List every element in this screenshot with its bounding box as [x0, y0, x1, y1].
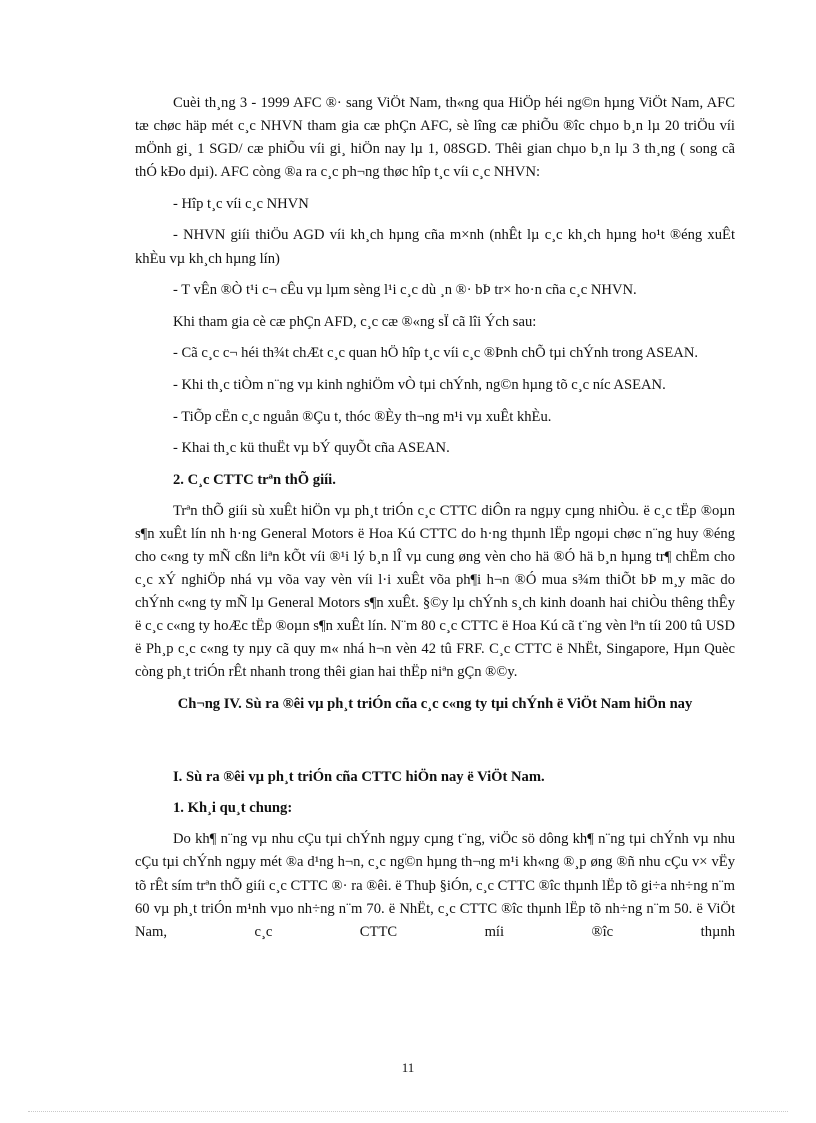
list-item-know-how: - Khai th¸c kü thuËt vµ bÝ quyÕt cña ASEAN. — [173, 440, 450, 457]
list-item-cooperation: - Hîp t¸c víi c¸c NHVN — [173, 195, 309, 212]
paragraph-afc-intro: Cuèi th¸ng 3 - 1999 AFC ®· sang ViÖt Nam, th«ng qua HiÖp héi ng©n hµng ViÖt Nam, AFC tæ chøc häp mét c¸c NHVN tham gia cæ phÇn AFC, sè lîng cæ phiÕu ®îc chµo b¸n lµ 20 triÖu víi mÖnh gi¸ 1 SGD/ cæ phiÕu víi gi¸ hiÖn nay lµ 1, 08SGD. Thêi gian chµo b¸n lµ 3 th¸ng ( song cã thÓ kÐo dµi). AFC còng ®a ra c¸c ph¬ng thøc hîp t¸c víi c¸c NHVN: — [135, 95, 735, 181]
list-item-access-capital: - TiÕp cËn c¸c nguån ®Çu t, thóc ®Èy th¬ng m¹i vµ xuÊt khÈu. — [173, 408, 552, 425]
chapter-heading: Ch¬ng IV. Sù ra ®êi vµ ph¸t triÓn cña c¸c c«ng ty tµi chÝnh ë ViÖt Nam hiÖn nay — [177, 696, 693, 713]
page-content — [135, 92, 735, 952]
section-heading-overview: 1. Kh¸i qu¸t chung: — [173, 800, 293, 817]
section-heading-vietnam-cttc: I. Sù ra ®êi vµ ph¸t triÓn cña CTTC hiÖn nay ë ViÖt Nam. — [173, 769, 545, 786]
paragraph-world-cttc: Trªn thÕ giíi sù xuÊt hiÖn vµ ph¸t triÓn c¸c CTTC diÔn ra ngµy cµng nhiÒu. ë c¸c tËp ®oµn s¶n xuÊt lín nh h·ng General Motors ë Hoa Kú CTTC do h·ng thµnh lËp ngoµi chøc n¨ng huy ®éng cho c«ng ty mÑ cßn liªn kÕt víi ®¹i lý b¸n lÎ vµ cung øng vèn cho hä ®Ó hä b¸n hµng tr¶ chËm cho c¸c xÝ nghiÖp nhá vµ võa vay vèn víi l·i xuÊt võa ph¶i h¬n ®Ó mua s¾m thiÕt bÞ m¸y mãc do chÝnh c«ng ty mÑ lµ General Motors s¶n xuÊt. §©y lµ chÝnh s¸ch kinh doanh hai chiÒu thêng thÊy ë c¸c c«ng ty hoÆc tËp ®oµn s¶n xuÊt lín. N¨m 80 c¸c CTTC ë Hoa Kú cã t¨ng vèn lªn tíi 200 tû USD ë Ph¸p c¸c c«ng ty nµy cã quy m« nhá h¬n vèn 42 tû FRF. C¸c CTTC ë NhËt, Singapore, Hµn Quèc còng ph¸t triÓn rÊt nhanh trong thêi gian hai thËp niªn gÇn ®©y. — [135, 502, 735, 681]
section-heading-world-cttc: 2. C¸c CTTC trªn thÕ giíi. — [173, 471, 336, 488]
list-item-exploit-potential: - Khi th¸c tiÒm n¨ng vµ kinh nghiÖm vÒ tµi chÝnh, ng©n hµng tõ c¸c níc ASEAN. — [173, 376, 666, 393]
list-item-asean-relations: - Cã c¸c c¬ héi th¾t chÆt c¸c quan hÖ hîp t¸c víi c¸c ®Þnh chÕ tµi chÝnh trong ASEAN. — [173, 345, 699, 362]
list-item-introduce-customers: - NHVN giíi thiÖu AGD víi kh¸ch hµng cña m×nh (nhÊt lµ c¸c kh¸ch hµng ho¹t ®éng xuÊt khÈu vµ kh¸ch hµng lín) — [135, 227, 735, 267]
paragraph-overview: Do kh¶ n¨ng vµ nhu cÇu tµi chÝnh ngµy cµng t¨ng, viÖc sö dông kh¶ n¨ng tµi chÝnh vµ nhu cÇu tµi chÝnh ngµy mét ®a d¹ng h¬n, c¸c ng©n hµng th¬ng m¹i kh«ng ®¸p øng ®ñ nhu cÇu v× vËy tõ rÊt sím trªn thÕ giíi c¸c CTTC ®· ra ®êi. ë Thuþ §iÓn, c¸c CTTC ®îc thµnh lËp tõ gi÷a nh÷ng n¨m 60 vµ ph¸t triÓn m¹nh vµo nh÷ng n¨m 70. ë NhËt, c¸c CTTC ®îc thµnh lËp tõ nh÷ng n¨m 50. ë ViÖt Nam, c¸c CTTC míi ®îc thµnh — [135, 831, 735, 940]
paragraph-benefits-intro: Khi tham gia cè cæ phÇn AFD, c¸c cæ ®«ng sÏ cã lîi Ých sau: — [173, 313, 537, 330]
page-number: 11 — [401, 1060, 415, 1075]
list-item-consulting: - T vÊn ®Ò t¹i c¬ cÊu vµ lµm sèng l¹i c¸c dù ¸n ®· bÞ tr× ho·n cña c¸c NHVN. — [173, 282, 637, 299]
page-bottom-divider — [28, 1111, 788, 1112]
